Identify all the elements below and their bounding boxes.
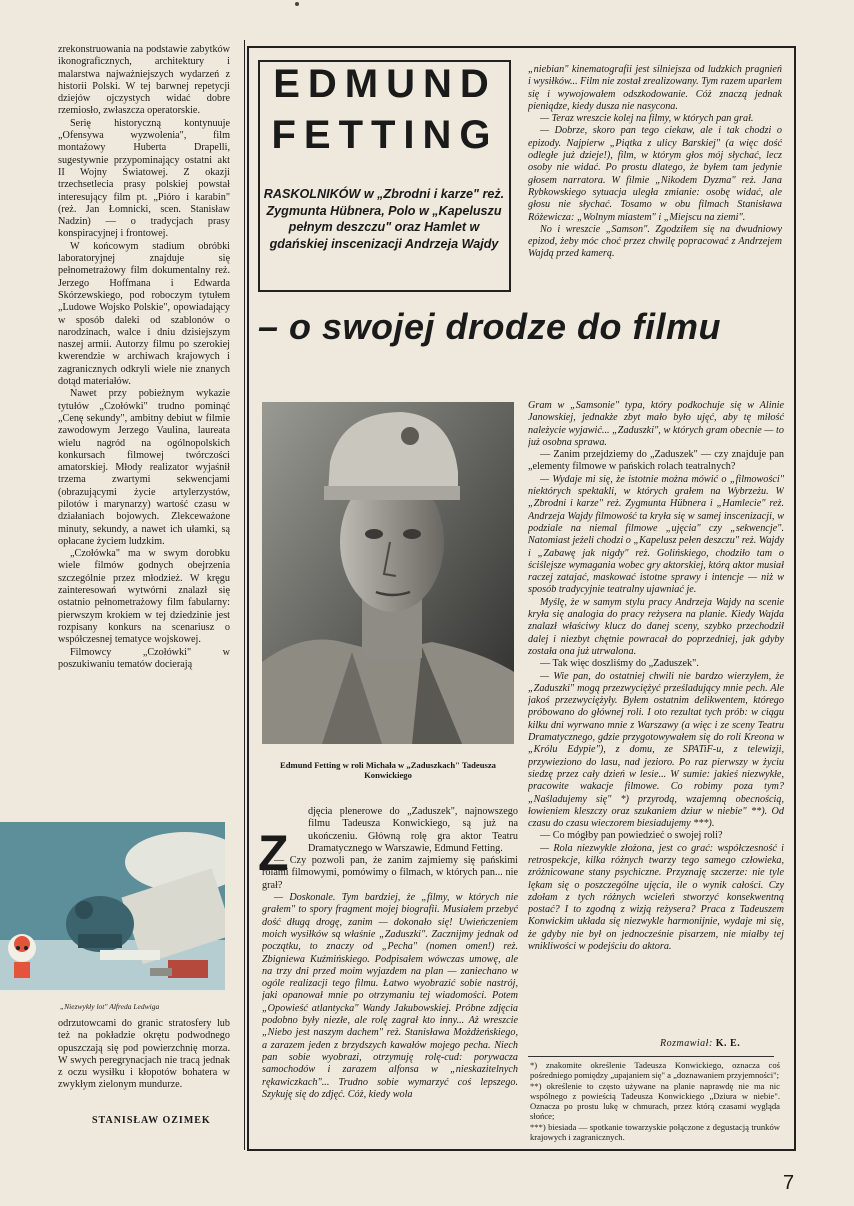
- footnote: ***) biesiada — spotkanie towarzyskie połączone z degustacją trunków krajowych i zagranicznych.: [530, 1122, 780, 1142]
- article-headline: – o swojej drodze do filmu: [258, 306, 722, 347]
- left-paragraph: „Czołówka" ma w swym dorobku wiele filmów godnych obejrzenia szczególnie przez młodzież. W kręgu zainteresowań wytwórni znalazł się ostatnio pełnometrażowy film fabularny: pierwszym krokiem w tej dziedzinie jest rozpisany konkurs na scenariusz o współczesnej tematyce wojskowej.: [58, 548, 230, 646]
- intro-paragraph: djęcia plenerowe do „Zaduszek", najnowszego filmu Tadeusza Konwickiego, są już na ukończeniu. Główną rolę gra aktor Teatru Dramatycznego w Warszawie, Edmund Fetting.: [308, 806, 518, 854]
- interview-paragraph: „niebian" kinematografii jest silniejsza od ludzkich pragnień i wysiłków... Film nie został zrealizowany. Tym razem uparłem się i wywojowałem odszkodowanie. Cóż znaczą jednak pieniądze, kiedy dusza nie nasycona.: [528, 64, 782, 112]
- photo-caption: Edmund Fetting w roli Michała w „Zaduszkach" Tadeusza Konwickiego: [280, 760, 496, 780]
- interview-paragraph: — Rola niezwykle złożona, jest co grać: współczesność i retrospekcje, kilka różnych twarzy tego samego człowieka, zróżnicowane stany psychiczne. Przyznaję szczerze: nie tyle lękam się o poszczególne ujęcia, ile o wynik całości. Czy zdołam z tych różnych wcieleń stworzyć konsekwentną postać? I to zgodną z wizją reżysera? Praca z Tadeuszem Konwickim układa się niezwykle harmonijnie, wydaje mi się, że gdyby nie był on jednocześnie pisarzem, nie miałby tej wnikliwości w podejściu do aktora.: [528, 842, 784, 953]
- interview-paragraph: — Dobrze, skoro pan tego ciekaw, ale i tak chodzi o epizody. Najpierw „Piątka z ulicy Barskiej" (a więc dość odległe już dzieje!), film, w którym głos mój słychać, lecz osoby nie widać. Po prostu dlatego, że byłem tam jedynie głosem narratora. W filmie „Nikodem Dyzma" reż. Jana Rybkowskiego sytuacja uległa zmianie: osobę widać, ale głosu nie słychać. Tosamo w obu filmach Stanisława Różewicza: „Wolnym miastem" i „Miejscu na ziemi".: [528, 125, 782, 223]
- intro-paragraph: — Czy pozwoli pan, że zanim zajmiemy się pańskimi rolami filmowymi, pomówimy o filmach, w których pan... nie grał?: [262, 855, 518, 891]
- left-paragraph: odrzutowcami do granic stratosfery lub też na pokładzie okrętu podwodnego opuszczają się pod powierzchnię morza. W swych peregrynacjach nie tracą jednak z oczu wysiłku i kłopotów bohatera w zwykłym zielonym mundurze.: [58, 1018, 230, 1091]
- left-paragraph: Nawet przy pobieżnym wykazie tytułów „Czołówki" trudno pominąć „Cenę sekundy", ambitny debiut w filmie zawodowym Jerzego Vaulina, laureata wielu nagród na ogólnopolskich konkursach filmowej twórczości amatorskiej. Młody realizator wyjaśnił trzema zwartymi sekwencjami (obrazującymi życie artylerzystów, pilotów i marynarzy) wartość czasu w działaniach bojowych. Zlekceważone minuty, sekundy, a nawet ich ułamki, są opłacane życiem ludzkim.: [58, 388, 230, 547]
- left-paragraph: Filmowcy „Czołówki" w poszukiwaniu tematów docierają: [58, 646, 230, 670]
- footnote: **) określenie to często używane na planie naprawdę nie ma nic wspólnego z powieścią Tadeusza Konwickiego „Dziura w niebie". Oznacza po prostu lukę w chmurach, przez którą czasami wygląda słońce;: [530, 1081, 780, 1121]
- left-paragraph: W końcowym stadium obróbki laboratoryjnej znajduje się pełnometrażowy film dokumentalny reż. Jerzego Hoffmana i Edwarda Skórzewskiego, pod roboczym tytułem „Ludowe Wojsko Polskie", opowiadający w sposób daleki od szablonów o narodzinach, walce i dniu dzisiejszym naszej armii. Autorzy filmu po szerokiej kwerendzie w archiwach krajowych i zagranicznych odkryli wiele nie znanych dotąd materiałów.: [58, 240, 230, 388]
- intro-paragraph: — Doskonale. Tym bardziej, że „filmy, w których nie grałem" to spory fragment mojej biografii. Musiałem przebyć dość długą drogę, zanim — dokonało się! Uwieńczeniem moich wysiłków są właśnie „Zaduszki". Zacznijmy jednak od początku, to znaczy od „Pecha" (nomen omen!) reż. Zbigniewa Kuźmińskiego. Podpisałem wówczas umowę, ale na trzy dni przed moim wyjazdem na plan — zaniechano w ogóle realizacji tego filmu. Łatwo wyobrazić sobie nastrój, jaki opanował mnie po otrzymaniu tej wiadomości. Potem „Opowieść atlantycka" Wandy Jakubowskiej. Próbne zdjęcia podobno były niezłe, ale rolę zagrał kto inny... Aż wreszcie „Niebo jest naszym dachem" reż. Stanisława Możdżeńskiego, a zarazem jeden z brzydszych kawałów mojego pecha. Niech pan sobie wyobrazi, otrzymuję rolę-cud: porywacza samochodów i zarazem alfonsa w „nieskazitelnych rękawiczkach"... Trudno sobie wymarzyć coś lepszego. Szykuję się do zdjęć. Cóż, kiedy wola: [262, 892, 518, 1100]
- interview-paragraph: No i wreszcie „Samson". Zgodziłem się na dwudniowy epizod, żeby móc choć przez chwilę popracować z Andrzejem Wajdą przed kamerą.: [528, 223, 782, 260]
- article-title-line1: EDMUND: [273, 62, 497, 106]
- interview-paragraph: — Zanim przejdziemy do „Zaduszek" — czy znajduje pan „elementy filmowe w pańskich rolach teatralnych?: [528, 449, 784, 473]
- interview-paragraph: — Co mógłby pan powiedzieć o swojej roli?: [540, 830, 723, 842]
- article-lead: RASKOLNIKÓW w „Zbrodni i karze" reż. Zygmunta Hübnera, Polo w „Kapeluszu pełnym deszczu" oraz Hamlet w gdańskiej inscenizacji Andrzeja Wajdy: [263, 187, 505, 251]
- left-author-signature: STANISŁAW OZIMEK: [92, 1115, 211, 1126]
- cartoon-caption: „Niezwykły lot" Alfreda Ledwiga: [60, 1002, 160, 1011]
- drop-cap-letter: Z: [258, 825, 289, 881]
- footnote-rule: [528, 1056, 774, 1057]
- interview-paragraph: — Teraz wreszcie kolej na filmy, w których pan grał.: [540, 113, 754, 125]
- column-divider: [244, 40, 245, 1150]
- footnotes: [530, 1060, 780, 1143]
- right-column-text: [528, 400, 784, 1050]
- top-right-text: [528, 64, 782, 288]
- interviewer-label: Rozmawiał:: [660, 1038, 713, 1049]
- footnote: *) znakomite określenie Tadeusza Konwickiego, oznacza coś pośredniego pomiędzy „upajaniem się" a „doznawaniem przyjemności";: [530, 1060, 780, 1080]
- interviewer-initials: K. E.: [715, 1038, 741, 1049]
- interview-paragraph: — Wydaje mi się, że istotnie można mówić o „filmowości" niektórych spektakli, w których grałem na Wybrzeżu. W „Zbrodni i karze" reż. Zygmunta Hübnera i „Hamlecie" reż. Andrzeja Wajdy filmowość ta kryła się w samej inscenizacji, w podziale na niemal filmowe „ujęcia" czy „sekwencje". Natomiast jeżeli chodzi o „Kapelusz pełen deszczu" reż. Wajdy i „Zabawę jak nigdy" reż. Golińskiego, chodziło tam o ściślejsze wymagania wobec gry aktorskiej, którą aktor musiał raczej zatajać, maskować istotne sprawy i intencje — niż w sposób tradycyjnie teatralny ujawniać je.: [528, 473, 784, 596]
- interviewer-credit: [660, 1038, 740, 1049]
- left-column-bottom-text: [58, 1018, 230, 1128]
- top-dot: [295, 2, 299, 6]
- page-number: 7: [783, 1172, 795, 1194]
- article-title-line2: FETTING: [271, 113, 499, 157]
- cartoon-still: [0, 822, 225, 990]
- intro-text: [262, 806, 518, 1140]
- interview-paragraph: Gram w „Samsonie" typa, który podkochuje się w Alinie Janowskiej, jednakże zbyt mało było ujęć, aby tę miłość należycie wyjawić... „Zaduszki", w których gram obecnie — to już osobna sprawa.: [528, 400, 784, 448]
- left-column-text: [58, 44, 230, 792]
- interview-paragraph: Myślę, że w samym stylu pracy Andrzeja Wajdy na scenie kryła się analogia do pracy reżysera na planie. Kiedy Wajda znalazł właściwy klucz do danej sceny, szybko przechodził dalej i niezbyt chętnie powracał do poprzedniej, jak gdyby została ona już utrwalona.: [528, 596, 784, 657]
- left-paragraph: zrekonstruowania na podstawie zabytków ikonograficznych, architektury i malarstwa najważniejszych wydarzeń z historii Polski. W tej barwnej repetycji dziejów ojczystych widać dobre rzemiosło, zwłaszcza operatorskie.: [58, 44, 230, 117]
- interview-paragraph: — Wie pan, do ostatniej chwili nie bardzo wierzyłem, że „Zaduszki" mogą przezwyciężyć prześladujący mnie pech. Ale jakoś przezwyciężyły. Byłem ostatnim delikwentem, którego próbowano do głównej roli. I oto rezultat tych prób: w ciągu kilku dni wyrwano mnie z Warszawy (a więc i ze sceny Teatru Dramatycznego, gdzie przygotowywałem się do roli Kreona w „Królu Edypie"), z domu, ze SPATiF-u, z telewizji, przywieziono do lasu, nad jezioro. Po raz pierwszy w życiu siedzę przez cały dzień w lesie... W sumie: jakieś niezwykłe, pracowite wakacje filmowe. Co robimy poza tym? „Naśladujemy się" *) przyrodą, wzajemną obecnością, łowieniem kleszczy oraz szukaniem dziur w niebie" **). Od czasu do czasu wieczorem biesiadujemy ***).: [528, 670, 784, 830]
- portrait-photo: [262, 402, 514, 744]
- left-paragraph: Serię historyczną kontynuuje „Ofensywa wyzwolenia", film montażowy Huberta Drapelli, sugestywnie przypominający ostatni akt II Wojny Światowej. Z okazji trzechsetlecia prasy polskiej powstał interesujący film pt. „Pióro i karabin" (reż. Jan Łomnicki, scen. Stanisław Nadzin) — o tradycjach prasy konspiracyjnej i frontowej.: [58, 117, 230, 240]
- interview-paragraph: — Tak więc doszliśmy do „Zaduszek".: [540, 658, 699, 670]
